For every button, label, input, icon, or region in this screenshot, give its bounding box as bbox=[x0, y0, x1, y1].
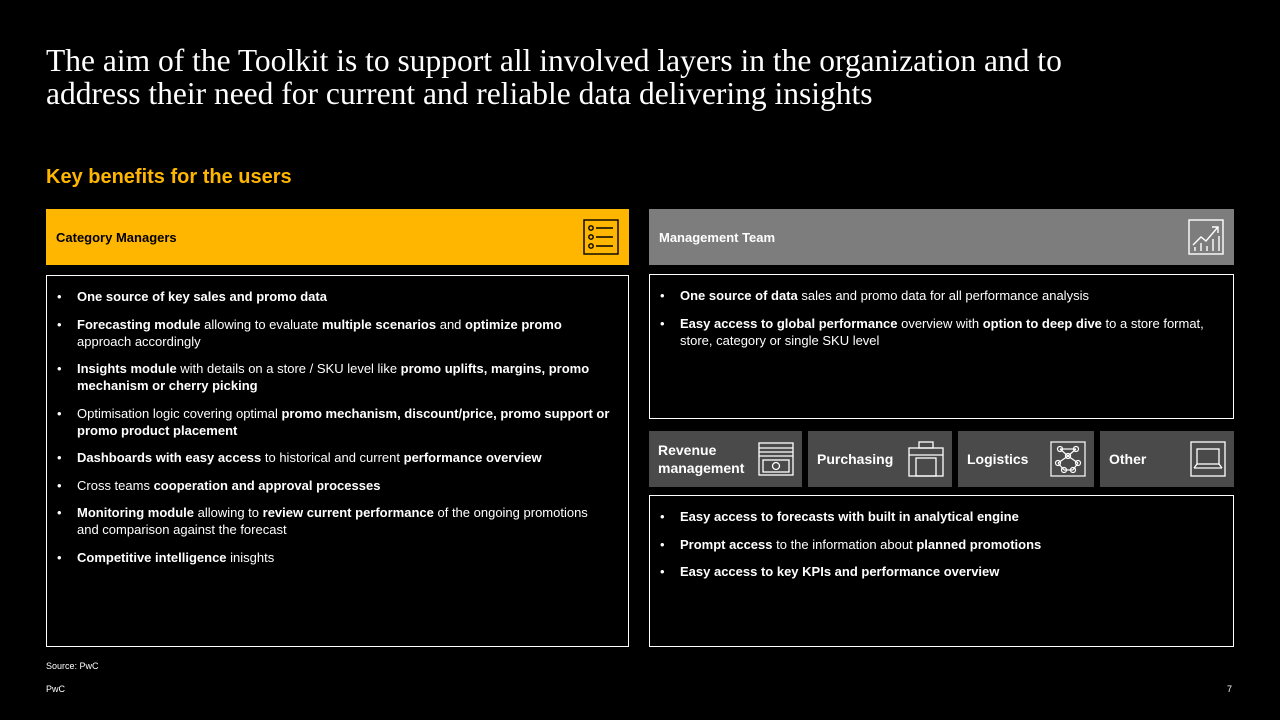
tile-revenue-management bbox=[649, 431, 802, 487]
bullet-item bbox=[678, 536, 1217, 553]
bullet-bold-text: Easy access to global performance bbox=[680, 315, 898, 331]
bullet-item bbox=[75, 449, 612, 466]
bullet-item bbox=[75, 288, 612, 305]
bullet-bold-text: Forecasting module bbox=[77, 316, 201, 332]
page-number: 7 bbox=[1226, 684, 1232, 694]
management-team-list bbox=[678, 287, 1217, 349]
bullet-text: sales and promo data for all performance analysis bbox=[797, 288, 1089, 303]
bullet-text: approach accordingly bbox=[77, 333, 201, 349]
bullet-bold-text: promo mechanism, discount/price, promo support or promo product placement bbox=[77, 405, 610, 438]
section-subtitle: Key benefits for the users bbox=[46, 166, 292, 188]
tile-other bbox=[1100, 431, 1234, 487]
shopping-bag-icon bbox=[906, 439, 946, 479]
bullet-bold-text: promo uplifts, margins, promo mechanism or cherry picking bbox=[77, 361, 590, 393]
operations-list bbox=[678, 508, 1217, 580]
title-line-1: The aim of the Toolkit is to support all involved layers in the organization and to bbox=[46, 43, 1062, 78]
bullet-item bbox=[678, 563, 1217, 580]
bullet-item bbox=[75, 316, 612, 350]
bullet-text: to historical and current bbox=[261, 450, 404, 465]
management-team-header bbox=[649, 209, 1234, 265]
bullet-text: inisghts bbox=[226, 549, 275, 565]
bullet-bold-text: Competitive intelligence bbox=[77, 549, 227, 565]
bullet-bold-text: Monitoring module bbox=[77, 505, 194, 520]
source-note: Source: PwC bbox=[46, 661, 99, 671]
bullet-text: overview with bbox=[897, 315, 983, 331]
tile-revenue-label-1: Revenue bbox=[658, 442, 717, 458]
bullet-text: Optimisation logic covering optimal bbox=[77, 405, 282, 421]
tile-purchasing bbox=[808, 431, 952, 487]
bullet-bold-text: Prompt access bbox=[680, 536, 773, 552]
bullet-text: with details on a store / SKU level like bbox=[176, 361, 401, 376]
category-managers-header bbox=[46, 209, 629, 265]
bullet-item bbox=[75, 477, 612, 494]
bullet-text: allowing to bbox=[193, 505, 263, 520]
bullet-bold-text: review current performance bbox=[262, 505, 434, 520]
bullet-bold-text: Dashboards with easy access bbox=[77, 450, 262, 465]
title-line-2: address their need for current and reliable data delivering insights bbox=[46, 76, 873, 111]
operations-benefits bbox=[649, 495, 1234, 647]
bullet-item bbox=[75, 549, 612, 566]
bullet-bold-text: optimize promo bbox=[465, 316, 562, 332]
category-managers-benefits bbox=[46, 275, 629, 647]
category-managers-title: Category Managers bbox=[56, 229, 177, 245]
checklist-icon bbox=[581, 217, 621, 257]
growth-chart-icon bbox=[1186, 217, 1226, 257]
bullet-text: allowing to evaluate bbox=[200, 316, 322, 332]
bullet-bold-text: option to deep dive bbox=[982, 315, 1102, 331]
category-managers-list bbox=[75, 288, 612, 566]
bullet-bold-text: Easy access to forecasts with built in analytical engine bbox=[680, 509, 1019, 524]
footer-brand: PwC bbox=[46, 684, 66, 694]
tile-logistics-label: Logistics bbox=[967, 451, 1029, 467]
bullet-item bbox=[75, 405, 612, 439]
bullet-item bbox=[678, 315, 1217, 349]
tile-other-label: Other bbox=[1109, 451, 1147, 467]
bullet-bold-text: One source of data bbox=[680, 288, 798, 303]
laptop-icon bbox=[1188, 439, 1228, 479]
bullet-item bbox=[678, 508, 1217, 525]
bullet-bold-text: cooperation and approval processes bbox=[153, 477, 381, 493]
money-stack-icon bbox=[756, 439, 796, 479]
tile-purchasing-label: Purchasing bbox=[817, 451, 894, 467]
network-icon bbox=[1048, 439, 1088, 479]
bullet-text: to a store format, store, category or single SKU level bbox=[680, 315, 1204, 348]
bullet-text: and bbox=[436, 316, 466, 332]
bullet-item bbox=[75, 360, 612, 394]
bullet-bold-text: Insights module bbox=[77, 361, 177, 376]
bullet-bold-text: Easy access to key KPIs and performance overview bbox=[680, 564, 1000, 579]
bullet-bold-text: One source of key sales and promo data bbox=[77, 289, 327, 304]
bullet-text: of the ongoing promotions and comparison against the forecast bbox=[77, 505, 588, 537]
bullet-bold-text: multiple scenarios bbox=[321, 316, 437, 332]
bullet-text: Cross teams bbox=[77, 477, 154, 493]
bullet-item bbox=[678, 287, 1217, 304]
bullet-item bbox=[75, 504, 612, 538]
management-team-benefits bbox=[649, 274, 1234, 419]
management-team-title: Management Team bbox=[659, 229, 776, 245]
bullet-text: to the information about bbox=[772, 536, 917, 552]
bullet-bold-text: planned promotions bbox=[916, 536, 1042, 552]
bullet-bold-text: performance overview bbox=[403, 450, 542, 465]
tile-revenue-label-2: management bbox=[658, 460, 745, 476]
slide-title bbox=[46, 44, 1236, 110]
tile-logistics bbox=[958, 431, 1094, 487]
